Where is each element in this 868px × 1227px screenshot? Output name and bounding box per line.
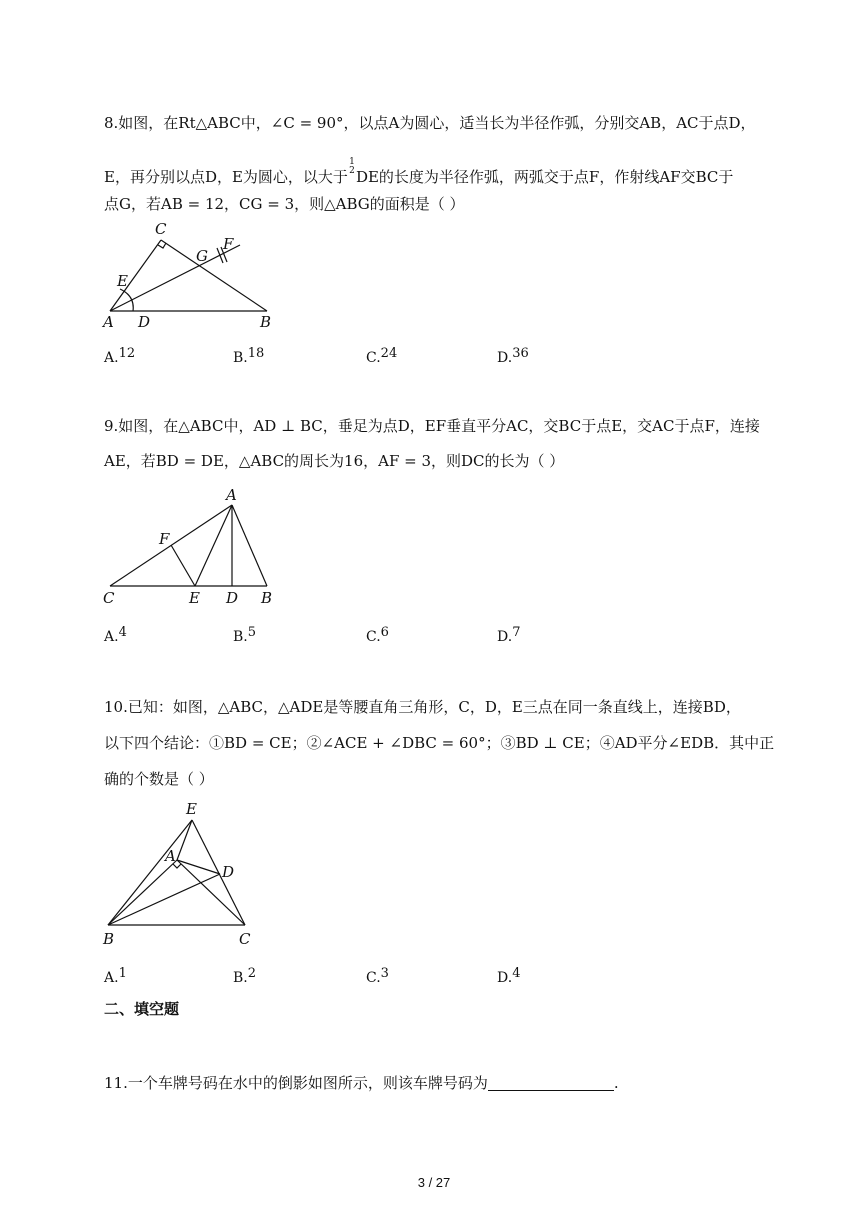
option-letter: C. (366, 350, 381, 366)
q8-option-b[interactable] (233, 346, 264, 366)
q8-line-3: 点G，若AB = 12，CG = 3，则△ABG的面积是（ ） (104, 195, 465, 213)
option-value: 4 (118, 625, 127, 640)
page-number: 3 / 27 (417, 1175, 451, 1190)
option-letter: D. (497, 629, 513, 645)
label-f: F (223, 235, 234, 253)
q10-line-3: 确的个数是（ ） (104, 770, 214, 788)
option-value: 18 (247, 346, 265, 361)
segment-cb (161, 240, 267, 311)
segment-fe (171, 545, 195, 586)
q8-line-2-b: DE的长度为半径作弧，两弧交于点F，作射线AF交BC于 (355, 168, 734, 186)
label-a: A (103, 313, 114, 331)
fraction-denominator: 2 (349, 166, 355, 176)
label-c: C (155, 220, 167, 238)
option-value: 5 (247, 625, 257, 640)
q10-option-c[interactable] (366, 966, 389, 986)
q9-figure (95, 484, 285, 610)
option-letter: D. (497, 350, 513, 366)
fraction-numerator: 1 (349, 157, 355, 167)
q9-option-a[interactable] (104, 625, 127, 645)
option-value: 24 (380, 346, 398, 361)
option-letter: B. (233, 970, 248, 986)
segment-ae (177, 820, 192, 860)
option-value: 2 (247, 966, 257, 981)
q9-option-b[interactable] (233, 625, 256, 645)
section-title: 二、填空题 (104, 1000, 180, 1018)
label-d: D (138, 313, 151, 331)
option-value: 4 (512, 966, 521, 981)
fraction-one-half (348, 158, 356, 176)
label-e: E (189, 589, 200, 607)
q8-option-a[interactable] (104, 346, 135, 366)
q11-line (104, 1072, 619, 1093)
q10-figure (95, 798, 265, 950)
q11-end: . (613, 1074, 619, 1092)
q11-text: 11.一个车牌号码在水中的倒影如图所示，则该车牌号码为 (104, 1074, 488, 1092)
q8-line-2 (104, 158, 733, 187)
label-d: D (222, 863, 235, 881)
q8-figure (95, 218, 285, 336)
q8-option-c[interactable] (366, 346, 397, 366)
q10-option-b[interactable] (233, 966, 256, 986)
arc-de (120, 289, 133, 311)
label-a: A (226, 486, 237, 504)
q9-line-1: 9.如图，在△ABC中，AD ⊥ BC，垂足为点D，EF垂直平分AC，交BC于点E，交AC于点F，连接 (104, 417, 760, 435)
option-letter: C. (366, 970, 381, 986)
q10-line-2: 以下四个结论：①BD = CE；②∠ACE + ∠DBC = 60°；③BD ⊥ CE；④AD平分∠EDB．其中正 (104, 734, 775, 752)
option-letter: B. (233, 629, 248, 645)
option-letter: A. (104, 350, 119, 366)
segment-be (108, 820, 192, 925)
label-e: E (117, 272, 128, 290)
option-letter: B. (233, 350, 248, 366)
label-f: F (159, 530, 170, 548)
label-b: B (261, 589, 273, 607)
option-value: 7 (512, 625, 521, 640)
label-a: A (165, 847, 176, 865)
label-g: G (196, 247, 208, 265)
label-c: C (239, 930, 251, 948)
q10-line-1: 10.已知：如图，△ABC，△ADE是等腰直角三角形，C，D，E三点在同一条直线上，连接BD， (104, 698, 741, 716)
option-letter: A. (104, 970, 119, 986)
option-value: 6 (380, 625, 389, 640)
q10-option-d[interactable] (497, 966, 520, 986)
q8-line-2-a: E，再分别以点D，E为圆心，以大于 (104, 168, 348, 186)
option-value: 12 (118, 346, 136, 361)
label-c: C (103, 589, 115, 607)
option-value: 1 (118, 966, 127, 981)
answer-blank[interactable] (488, 1076, 614, 1091)
option-letter: A. (104, 629, 119, 645)
label-d: D (226, 589, 239, 607)
option-value: 36 (512, 346, 529, 361)
segment-ab (232, 505, 267, 586)
label-e: E (186, 800, 197, 818)
segment-ac (177, 860, 245, 925)
q9-line-2: AE，若BD = DE，△ABC的周长为16，AF = 3，则DC的长为（ ） (104, 452, 565, 470)
q8-line-1: 8.如图，在Rt△ABC中，∠C = 90°，以点A为圆心，适当长为半径作弧，分别交AB，AC于点D， (104, 114, 756, 132)
segment-bd (108, 874, 220, 925)
ray-af (110, 245, 240, 311)
label-b: B (260, 313, 272, 331)
label-b: B (103, 930, 115, 948)
q9-option-d[interactable] (497, 625, 520, 645)
option-letter: D. (497, 970, 513, 986)
segment-ba (108, 860, 177, 925)
q10-option-a[interactable] (104, 966, 127, 986)
right-angle-mark (158, 243, 166, 248)
q8-option-d[interactable] (497, 346, 529, 366)
segment-ec (192, 820, 245, 925)
option-letter: C. (366, 629, 381, 645)
q9-option-c[interactable] (366, 625, 389, 645)
option-value: 3 (380, 966, 389, 981)
